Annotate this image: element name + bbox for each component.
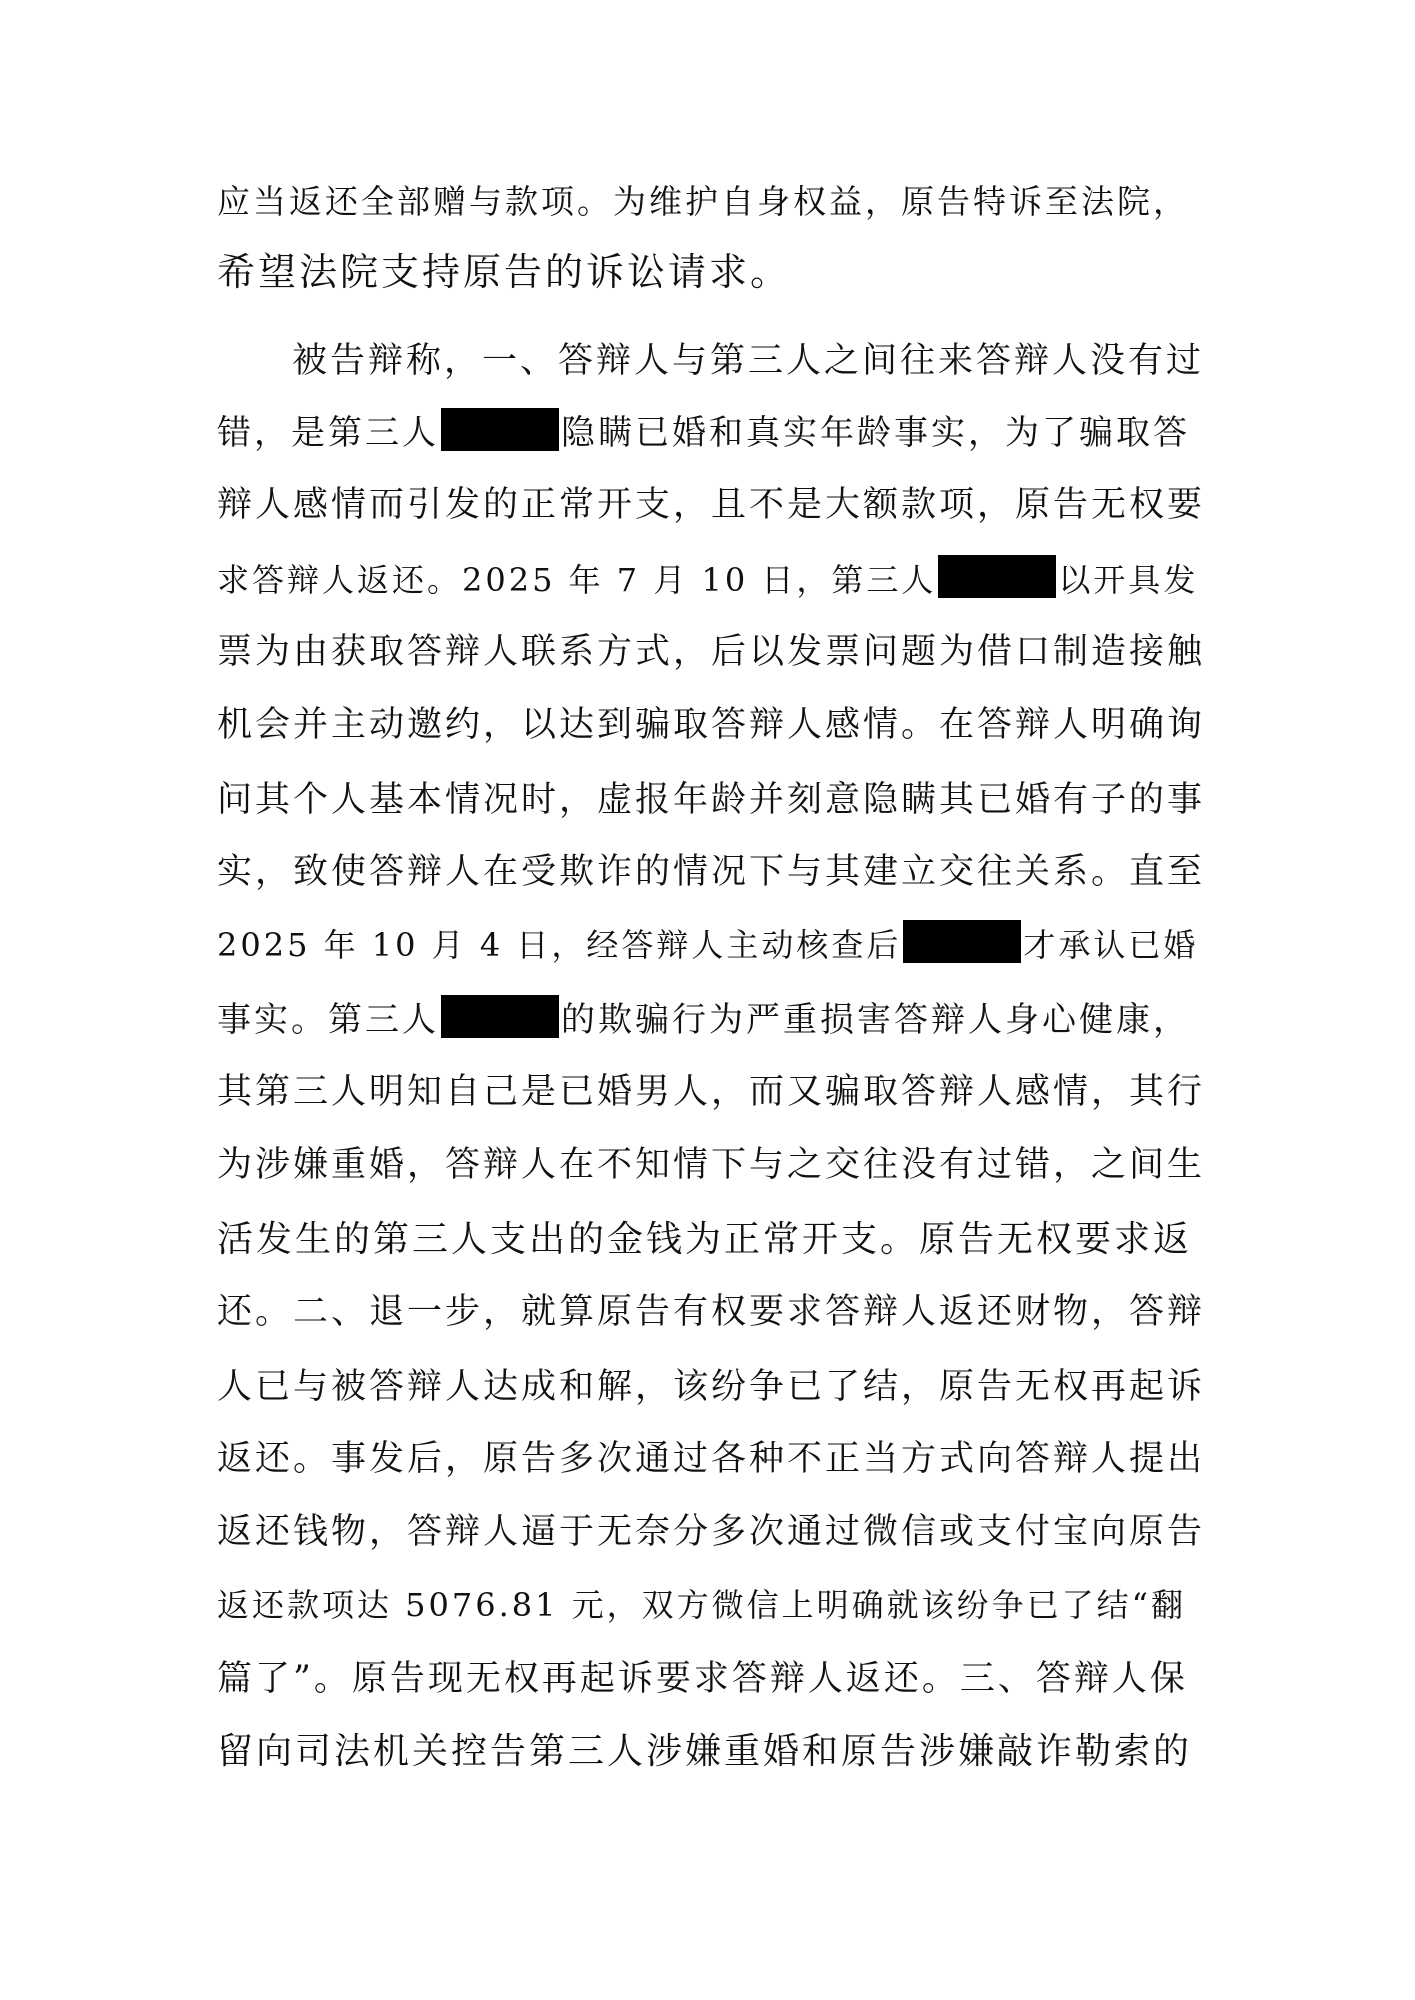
text-line (217, 1277, 1207, 1347)
text-line (217, 690, 1207, 760)
text-line (217, 617, 1207, 687)
text-segment: 辩人感情而引发的正常开支，且不是大额款项，原告无权要 (217, 485, 1206, 525)
text-line (217, 1717, 1207, 1787)
text-line (217, 1497, 1207, 1567)
text-line (217, 1205, 1207, 1275)
text-segment: 的欺骗行为严重损害答辩人身心健康， (561, 1000, 1190, 1040)
text-segment: 人已与被答辩人达成和解，该纷争已了结，原告无权再起诉 (217, 1367, 1206, 1407)
redaction-block (441, 995, 559, 1038)
text-line (217, 167, 1207, 237)
text-segment: 为涉嫌重婚，答辩人在不知情下与之交往没有过错，之间生 (217, 1145, 1206, 1185)
text-segment: 留向司法机关控告第三人涉嫌重婚和原告涉嫌敲诈勒索的 (217, 1731, 1193, 1772)
text-line (217, 910, 1207, 980)
text-segment: 还。二、退一步，就算原告有权要求答辩人返还财物，答辩 (217, 1292, 1206, 1332)
text-line (217, 1130, 1207, 1200)
text-segment: 活发生的第三人支出的金钱为正常开支。原告无权要求返 (217, 1219, 1193, 1260)
text-line (217, 1424, 1207, 1494)
text-segment: 错，是第三人 (217, 413, 439, 453)
text-line (217, 837, 1207, 907)
text-line (217, 470, 1207, 540)
text-segment: 实，致使答辩人在受欺诈的情况下与其建立交往关系。直至 (217, 852, 1206, 892)
text-line (217, 398, 1207, 468)
text-segment: 篇了”。原告现无权再起诉要求答辩人返还。三、答辩人保 (217, 1659, 1188, 1699)
text-line (217, 765, 1207, 835)
text-segment: 应当返还全部赠与款项。为维护自身权益，原告特诉至法院， (217, 182, 1189, 221)
text-segment: 问其个人基本情况时，虚报年龄并刻意隐瞒其已婚有子的事 (217, 780, 1206, 820)
text-line (217, 1644, 1207, 1714)
text-segment: 希望法院支持原告的诉讼请求。 (217, 250, 792, 294)
text-line (217, 1570, 1207, 1640)
text-segment: 求答辩人返还。2025 年 7 月 10 日，第三人 (217, 561, 937, 599)
text-line (217, 1057, 1207, 1127)
redaction-block (938, 555, 1056, 598)
text-segment: 2025 年 10 月 4 日，经答辩人主动核查后 (217, 926, 902, 964)
text-segment: 隐瞒已婚和真实年龄事实，为了骗取答 (561, 413, 1190, 453)
redaction-block (903, 920, 1021, 963)
text-segment: 被告辩称，一、答辩人与第三人之间往来答辩人没有过 (292, 341, 1205, 381)
text-line (217, 545, 1207, 615)
text-segment: 返还钱物，答辩人逼于无奈分多次通过微信或支付宝向原告 (217, 1512, 1206, 1552)
text-segment: 机会并主动邀约，以达到骗取答辩人感情。在答辩人明确询 (217, 705, 1206, 745)
text-segment: 返还。事发后，原告多次通过各种不正当方式向答辩人提出 (217, 1439, 1206, 1479)
text-line (217, 985, 1207, 1055)
paragraph-first-line (292, 326, 1207, 396)
text-segment: 返还款项达 5076.81 元，双方微信上明确就该纷争已了结“翻 (217, 1586, 1187, 1624)
text-segment: 其第三人明知自己是已婚男人，而又骗取答辩人感情，其行 (217, 1072, 1206, 1112)
text-segment: 票为由获取答辩人联系方式，后以发票问题为借口制造接触 (217, 632, 1206, 672)
redaction-block (441, 408, 559, 451)
text-segment: 才承认已婚 (1023, 926, 1199, 964)
text-line (217, 1352, 1207, 1422)
text-segment: 事实。第三人 (217, 1000, 439, 1040)
text-segment: 以开具发 (1058, 561, 1199, 599)
text-line (217, 237, 1207, 307)
